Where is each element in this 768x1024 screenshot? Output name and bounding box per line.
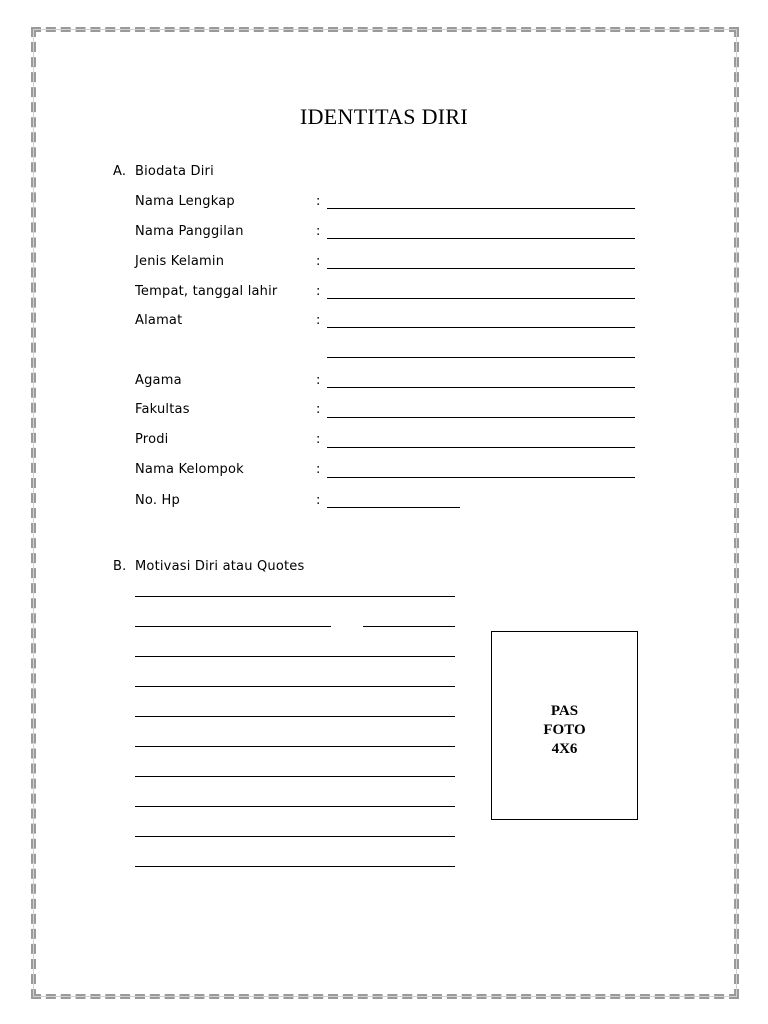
- photo-caption: [492, 702, 637, 759]
- label-nama-panggilan: Nama Panggilan: [135, 224, 244, 239]
- alamat-field[interactable]: [327, 327, 635, 328]
- no-hp-field[interactable]: [327, 507, 460, 508]
- label-prodi: Prodi: [135, 432, 169, 447]
- motivation-line[interactable]: [135, 746, 363, 747]
- nama-lengkap-field[interactable]: [327, 208, 635, 209]
- alamat-field-line-2[interactable]: [327, 357, 635, 358]
- tempat-tanggal-lahir-field[interactable]: [327, 298, 635, 299]
- section-a-letter: A.: [113, 164, 127, 179]
- motivation-line[interactable]: [135, 776, 363, 777]
- motivation-line-end: [363, 686, 455, 687]
- section-b-letter: B.: [113, 559, 127, 574]
- motivation-line-end: [363, 866, 455, 867]
- motivation-line[interactable]: [135, 656, 363, 657]
- motivation-line[interactable]: [135, 686, 363, 687]
- colon: :: [316, 402, 321, 417]
- section-a-title: Biodata Diri: [135, 164, 214, 179]
- motivation-line-end: [363, 656, 455, 657]
- colon: :: [316, 254, 321, 269]
- colon: :: [316, 284, 321, 299]
- motivation-line-end: [363, 596, 455, 597]
- section-a-heading: [113, 164, 214, 179]
- label-fakultas: Fakultas: [135, 402, 190, 417]
- label-nama-kelompok: Nama Kelompok: [135, 462, 244, 477]
- motivation-line-end: [363, 776, 455, 777]
- section-b-heading: [113, 559, 304, 574]
- motivation-line-end: [363, 836, 455, 837]
- photo-caption-line-1: PAS: [550, 703, 579, 719]
- prodi-field[interactable]: [327, 447, 635, 448]
- photo-placeholder: [491, 631, 638, 820]
- nama-kelompok-field[interactable]: [327, 477, 635, 478]
- motivation-line[interactable]: [135, 806, 363, 807]
- colon: :: [316, 462, 321, 477]
- motivation-line-end: [363, 716, 455, 717]
- label-no-hp: No. Hp: [135, 493, 180, 508]
- label-tempat-tanggal-lahir: Tempat, tanggal lahir: [135, 284, 278, 299]
- label-jenis-kelamin: Jenis Kelamin: [135, 254, 225, 269]
- colon: :: [316, 313, 321, 328]
- photo-caption-line-3: 4X6: [551, 741, 578, 757]
- colon: :: [316, 224, 321, 239]
- section-b-title: Motivasi Diri atau Quotes: [135, 559, 305, 574]
- motivation-line[interactable]: [135, 596, 363, 597]
- motivation-line[interactable]: [135, 626, 331, 627]
- motivation-line[interactable]: [135, 716, 363, 717]
- fakultas-field[interactable]: [327, 417, 635, 418]
- motivation-line-end: [363, 746, 455, 747]
- label-agama: Agama: [135, 373, 182, 388]
- motivation-line[interactable]: [135, 866, 363, 867]
- jenis-kelamin-field[interactable]: [327, 268, 635, 269]
- agama-field[interactable]: [327, 387, 635, 388]
- label-alamat: Alamat: [135, 313, 183, 328]
- motivation-line-end: [363, 626, 455, 627]
- motivation-line-end: [363, 806, 455, 807]
- motivation-line[interactable]: [135, 836, 363, 837]
- page-title: IDENTITAS DIRI: [299, 104, 469, 129]
- photo-caption-line-2: FOTO: [543, 722, 586, 738]
- label-nama-lengkap: Nama Lengkap: [135, 194, 235, 209]
- colon: :: [316, 493, 321, 508]
- nama-panggilan-field[interactable]: [327, 238, 635, 239]
- colon: :: [316, 194, 321, 209]
- colon: :: [316, 373, 321, 388]
- colon: :: [316, 432, 321, 447]
